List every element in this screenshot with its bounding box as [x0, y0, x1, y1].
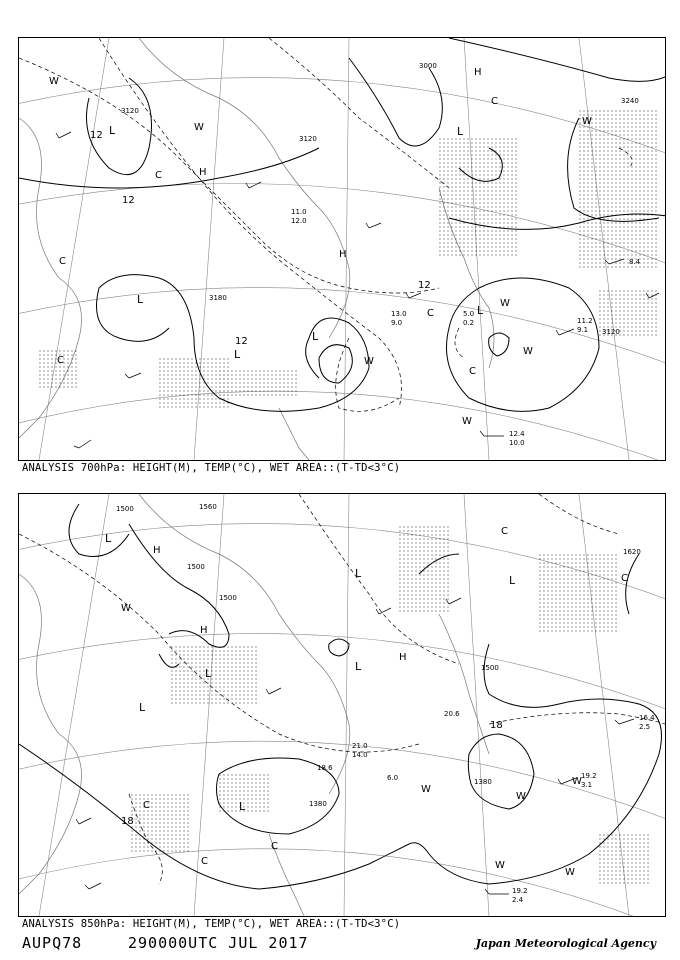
station-value: 13.0 — [391, 310, 407, 318]
isotherm-label: 18 — [121, 816, 134, 827]
station-value: 5.0 — [463, 310, 475, 318]
cold-marker: C — [271, 841, 278, 852]
low-center: L — [477, 304, 484, 317]
isotherm-labels — [90, 130, 431, 347]
low-center: L — [205, 667, 212, 680]
warm-marker: W — [194, 122, 204, 133]
isotherm-label: 12 — [418, 280, 431, 291]
warm-marker: W — [565, 867, 575, 878]
warm-marker: W — [500, 298, 510, 309]
contour-label: 3000 — [419, 62, 437, 70]
cold-marker: C — [155, 170, 162, 181]
station-value: 2.4 — [512, 896, 524, 904]
high-center: H — [339, 249, 347, 260]
isotherm-label: 18 — [490, 720, 503, 731]
pressure-centers — [105, 532, 516, 813]
low-center: L — [105, 532, 112, 545]
station-value: 0.2 — [463, 319, 475, 327]
station-value: 16.4 — [639, 714, 655, 722]
low-center: L — [139, 701, 146, 714]
low-center: L — [509, 574, 516, 587]
contour-label: 3180 — [209, 294, 227, 302]
station-value: 2.5 — [639, 723, 651, 731]
cold-marker: C — [57, 355, 64, 366]
contour-label: 1500 — [187, 563, 205, 571]
cold-marker: C — [469, 366, 476, 377]
wet-area-stipple — [129, 524, 649, 884]
lower-chart-caption: ANALYSIS 850hPa: HEIGHT(M), TEMP(°C), WET AREA::(T-TD<3°C) — [22, 918, 401, 930]
low-center: L — [355, 567, 362, 580]
isotherms — [19, 494, 665, 884]
contour-label: 3120 — [299, 135, 317, 143]
warm-marker: W — [421, 784, 431, 795]
station-value: 11.0 — [291, 208, 307, 216]
station-value: 18.6 — [317, 764, 333, 772]
warm-marker: W — [462, 416, 472, 427]
low-center: L — [137, 293, 144, 306]
station-value: 10.0 — [509, 439, 525, 447]
cold-marker: C — [201, 856, 208, 867]
contour-label: 3120 — [602, 328, 620, 336]
upper-chart-caption: ANALYSIS 700hPa: HEIGHT(M), TEMP(°C), WET AREA::(T-TD<3°C) — [22, 462, 401, 474]
high-center: H — [200, 625, 208, 636]
station-value: 12.0 — [291, 217, 307, 225]
height-contours — [19, 38, 665, 411]
low-center: L — [239, 800, 246, 813]
cold-marker: C — [491, 96, 498, 107]
warm-marker: W — [523, 346, 533, 357]
station-value: 21.0 — [352, 742, 368, 750]
upper-chart-svg — [19, 38, 665, 460]
contour-label: 1380 — [474, 778, 492, 786]
station-value: 11.2 — [577, 317, 593, 325]
upper-chart-700hpa — [18, 37, 666, 461]
warm-marker: W — [572, 776, 582, 787]
warm-marker: W — [516, 791, 526, 802]
station-value: 9.1 — [577, 326, 589, 334]
isotherm-label: 12 — [235, 336, 248, 347]
high-center: H — [474, 67, 482, 78]
cold-marker: C — [59, 256, 66, 267]
station-value: 9.0 — [391, 319, 403, 327]
warm-marker: W — [582, 116, 592, 127]
cold-marker: C — [143, 800, 150, 811]
warm-marker: W — [49, 76, 59, 87]
contour-label: 1380 — [309, 800, 327, 808]
station-value: 12.4 — [509, 430, 525, 438]
isotherms — [19, 38, 632, 411]
contour-label: 1500 — [481, 664, 499, 672]
low-center: L — [312, 330, 319, 343]
station-value: 14.0 — [352, 751, 368, 759]
station-value: 19.2 — [581, 772, 597, 780]
lower-chart-850hpa — [18, 493, 666, 917]
warm-marker: W — [495, 860, 505, 871]
analysis-time: 290000UTC JUL 2017 — [128, 934, 309, 952]
contour-label: 3120 — [121, 107, 139, 115]
low-center: L — [457, 125, 464, 138]
high-center: H — [153, 545, 161, 556]
station-value: 8.4 — [629, 258, 641, 266]
cold-marker: C — [621, 573, 628, 584]
warm-marker: W — [121, 603, 131, 614]
contour-label: 1560 — [199, 503, 217, 511]
cold-marker: C — [501, 526, 508, 537]
low-center: L — [109, 124, 116, 137]
contour-label: 1500 — [219, 594, 237, 602]
station-value: 3.1 — [581, 781, 593, 789]
cold-marker: C — [427, 308, 434, 319]
station-value: 19.2 — [512, 887, 528, 895]
wet-area-stipple — [39, 108, 659, 408]
station-value: 20.6 — [444, 710, 460, 718]
low-center: L — [234, 348, 241, 361]
warm-marker: W — [364, 356, 374, 367]
contour-label: 3240 — [621, 97, 639, 105]
contour-label: 1620 — [623, 548, 641, 556]
station-value: 6.0 — [387, 774, 399, 782]
bulletin-code: AUPQ78 — [22, 934, 83, 952]
contour-label: 1500 — [116, 505, 134, 513]
agency-name: Japan Meteorological Agency — [475, 937, 656, 950]
isotherm-label: 12 — [90, 130, 103, 141]
lower-chart-svg — [19, 494, 665, 916]
isotherm-label: 12 — [122, 195, 135, 206]
high-center: H — [199, 167, 207, 178]
low-center: L — [355, 660, 362, 673]
high-center: H — [399, 652, 407, 663]
